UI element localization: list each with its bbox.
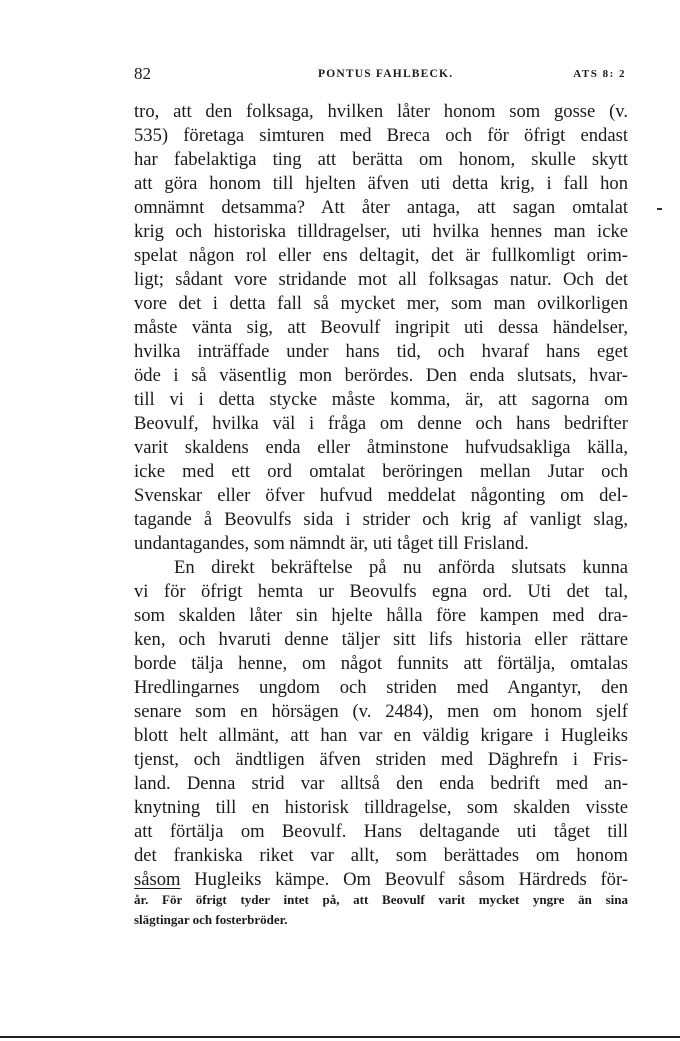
text-line: omnämnt detsamma? Att åter antaga, att sagan omtalat xyxy=(134,197,628,218)
paragraph-start-line: En direkt bekräftelse på nu anförda slutsats kunna xyxy=(174,557,628,578)
body-text xyxy=(134,100,628,892)
bottom-border xyxy=(0,1036,680,1038)
text-line-rest: Hugleiks kämpe. Om Beovulf såsom Härdreds för- xyxy=(180,869,628,890)
text-line: varit skaldens enda eller åtminstone hufvudsakliga källa, xyxy=(134,437,628,458)
text-line: hvilka inträffade under hans tid, och hvaraf hans eget xyxy=(134,341,628,362)
journal-reference: ATS 8: 2 xyxy=(573,68,626,80)
underlined-word: såsom xyxy=(134,869,181,890)
text-line: krig och historiska tilldragelser, uti hvilka hennes man icke xyxy=(134,221,628,242)
text-line: 535) företaga simturen med Breca och för öfrigt endast xyxy=(134,125,628,146)
footnote-line: slägtingar och fosterbröder. xyxy=(134,912,288,927)
text-line: vore det i detta fall så mycket mer, som man ovilkorligen xyxy=(134,293,628,314)
text-line: ken, och hvaruti denne täljer sitt lifs historia eller rättare xyxy=(134,629,628,650)
text-line: tro, att den folksaga, hvilken låter honom som gosse (v. xyxy=(134,101,628,122)
text-line: vi för öfrigt hemta ur Beovulfs egna ord. Uti det tal, xyxy=(134,581,628,602)
page-header xyxy=(134,64,626,88)
text-line: ligt; sådant vore stridande mot all folksagas natur. Och det xyxy=(134,269,628,290)
page-number: 82 xyxy=(134,64,151,83)
text-line: Svenskar eller öfver hufvud meddelat någonting om del- xyxy=(134,485,628,506)
text-line: tagande å Beovulfs sida i strider och krig af vanligt slag, xyxy=(134,509,628,530)
text-line: tjenst, och ändtligen äfven striden med Däghrefn i Fris- xyxy=(134,749,628,770)
text-line: land. Denna strid var alltså den enda bedrift med an- xyxy=(134,773,628,794)
paragraph-end-line: undantagandes, som nämndt är, uti tåget till Frisland. xyxy=(134,533,529,554)
text-line: spelat någon rol eller ens deltagit, det är fullkomligt orim- xyxy=(134,245,628,266)
text-line: senare som en hörsägen (v. 2484), men om honom sjelf xyxy=(134,701,628,722)
text-line: att göra honom till hjelten äfven uti detta krig, i fall hon xyxy=(134,173,628,194)
running-title: PONTUS FAHLBECK. xyxy=(318,68,454,80)
text-line: borde tälja henne, om något funnits att förtälja, omtalas xyxy=(134,653,628,674)
text-line: knytning till en historisk tilldragelse, som skalden visste xyxy=(134,797,628,818)
text-line: som skalden låter sin hjelte hålla före kampen med dra- xyxy=(134,605,628,626)
text-line: blott helt allmänt, att han var en väldig krigare i Hugleiks xyxy=(134,725,628,746)
footnote-line: år. För öfrigt tyder intet på, att Beovulf varit mycket yngre än sina xyxy=(134,892,628,907)
text-line-with-underline xyxy=(134,868,628,892)
text-line: till vi i detta stycke måste komma, är, att sagorna om xyxy=(134,389,628,410)
text-line: har fabelaktiga ting att berätta om honom, skulle skytt xyxy=(134,149,628,170)
text-line: icke med ett ord omtalat beröringen mellan Jutar och xyxy=(134,461,628,482)
text-line: öde i så väsentlig mon berördes. Den enda slutsats, hvar- xyxy=(134,365,628,386)
text-line: Hredlingarnes ungdom och striden med Angantyr, den xyxy=(134,677,628,698)
text-line: det frankiska riket var allt, som berättades om honom xyxy=(134,845,628,866)
footnote xyxy=(134,890,628,930)
margin-mark xyxy=(657,208,662,210)
text-line: Beovulf, hvilka väl i fråga om denne och hans bedrifter xyxy=(134,413,628,434)
text-line: att förtälja om Beovulf. Hans deltagande uti tåget till xyxy=(134,821,628,842)
text-line: måste vänta sig, att Beovulf ingripit uti dessa händelser, xyxy=(134,317,628,338)
